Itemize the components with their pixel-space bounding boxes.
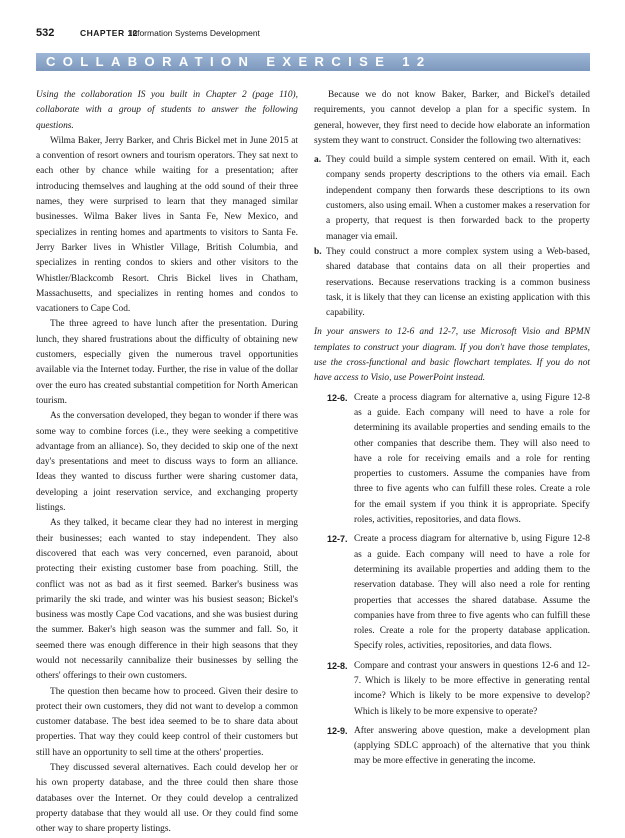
body-paragraph: They discussed several alternatives. Each could develop her or his own property database, and the three could then share those databases over the Internet. Or they could develop a centralized property database that they would all use. Or they could find some other way to share property listings. [36,763,298,835]
diagram-instruction: In your answers to 12-6 and 12-7, use Microsoft Visio and BPMN templates to construct your diagram. If you don't have those templates, use the cross-functional and basic flowchart templates. If you do not have access to Visio, use PowerPoint instead. [314,327,590,384]
section-banner [36,53,590,71]
question-number: 12-6. [327,392,348,403]
chapter-label: CHAPTER 12 [80,28,138,38]
intro-instruction: Using the collaboration IS you built in Chapter 2 (page 110), collaborate with a group of students to answer the following questions. [36,90,298,131]
question-item [314,532,590,654]
question-text: Create a process diagram for alternative a, using Figure 12-8 as a guide. Each company will need to have a role for determining its available properties and sending emails to the other companies that describe them. They will also need to have a role for receiving emails and a role for renting properties to customers. Assume the companies have from three to five agents who can fulfill these roles. Create a role for the email system if you think it is appropriate. Specify roles, activities, repositories, and data flows. [354,392,590,526]
question-item [314,659,590,720]
question-item [314,391,590,529]
question-number: 12-7. [327,534,348,545]
alternative-label: b. [314,246,322,257]
page-number: 532 [36,27,55,39]
alternative-text: They could build a simple system centered on email. With it, each company sends property descriptions to the others via email. Each independent company then forwards these descriptions to its own customers, also using email. When a customer makes a reservation for a property, that request is then forwarded back to the property manager via email. [326,155,590,242]
body-paragraph: Wilma Baker, Jerry Barker, and Chris Bickel met in June 2015 at a convention of resort owners and tourism operators. They sat next to each other by chance while waiting for a presentation; after introducing themselves and laughing at the odd sound of their three names, they were surprised to learn that they managed similar businesses. Wilma Baker lives in Santa Fe, New Mexico, and specializes in renting homes and apartments to visitors to Santa Fe. Jerry Barker lives in Whistler Village, British Columbia, and specializes in renting condos to skiers and other visitors to the Whistler/Blackcomb Resort. Chris Bickel lives in Chatham, Massachusetts, and specializes in renting homes and condos to vacationers to Cape Cod. [36,135,298,315]
requirements-paragraph: Because we do not know Baker, Barker, and Bickel's detailed requirements, you cannot develop a plan for a specific system. In general, however, they first need to decide how elaborate an information system they want to construct. Consider the following two alternatives: [314,90,590,146]
alternative-item [314,153,590,245]
question-text: Compare and contrast your answers in questions 12-6 and 12-7. Which is likely to be more effective in generating rental income? Which is likely to be more expensive to develop? Which is likely to be more expensive to operate? [354,660,590,717]
question-number: 12-9. [327,725,348,736]
body-paragraph: As they talked, it became clear they had no interest in merging their businesses; each wanted to stay independent. They also discovered that each was very concerned, even paranoid, about protecting their existing customer base from poaching. Still, the conflict was not as bad as it first seemed. Barker's business was primarily the ski trade, and winter was his busiest season; Bickel's business was mostly Cape Cod vacations, and she was busiest during the summer. Baker's high season was the summer and fall. So, it seemed there was enough difference in their high seasons that they would not necessarily cannibalize their businesses by selling the others' offerings to their own customers. [36,518,298,682]
question-text: Create a process diagram for alternative b, using Figure 12-8 as a guide. Each company will need to have a role for determining its available properties and adding them to the reservation database. They will also need a role for renting properties that accesses the shared database. Assume the companies have from three to five agents who can fulfill these roles. Create a role for the property database application. Specify roles, activities, repositories, and data flows. [354,534,590,652]
alternative-item [314,245,590,321]
body-paragraph: The three agreed to have lunch after the presentation. During lunch, they shared frustrations about the difficulty of obtaining new customers, especially given the numerous travel opportunities available via the Internet today. Further, the rise in value of the dollar over the euro has created substantial competition for North American tourism. [36,319,298,406]
banner-title: COLLABORATION EXERCISE 12 [46,54,432,69]
alternative-text: They could construct a more complex system using a Web-based, shared database that contains data on all their properties and reservations. Because reservations tracking is a common business task, it is likely that they can license an existing application with this capability. [326,246,590,319]
alternative-label: a. [314,155,322,166]
body-paragraph: The question then became how to proceed. Given their desire to protect their own customers, they did not want to develop a common customer database. The best idea seemed to be to share data about properties. That way they could keep control of their customers but still have an opportunity to sell time at the others' properties. [36,686,298,758]
chapter-title: Information Systems Development [130,28,260,38]
left-column [36,88,298,838]
right-column [314,88,590,770]
question-number: 12-8. [327,660,348,671]
question-text: After answering above question, make a development plan (applying SDLC approach) of the alternative that you think may be more effective in generating the income. [354,725,590,767]
body-paragraph: As the conversation developed, they began to wonder if there was some way to combine forces (i.e., they were seeking a competitive advantage from an alliance). So, they decided to skip one of the next day's presentations and meet to discuss ways to form an alliance. Ideas they wanted to discuss further were sharing customer data, developing a joint reservation service, and exchanging property listings. [36,411,298,514]
question-item [314,724,590,770]
